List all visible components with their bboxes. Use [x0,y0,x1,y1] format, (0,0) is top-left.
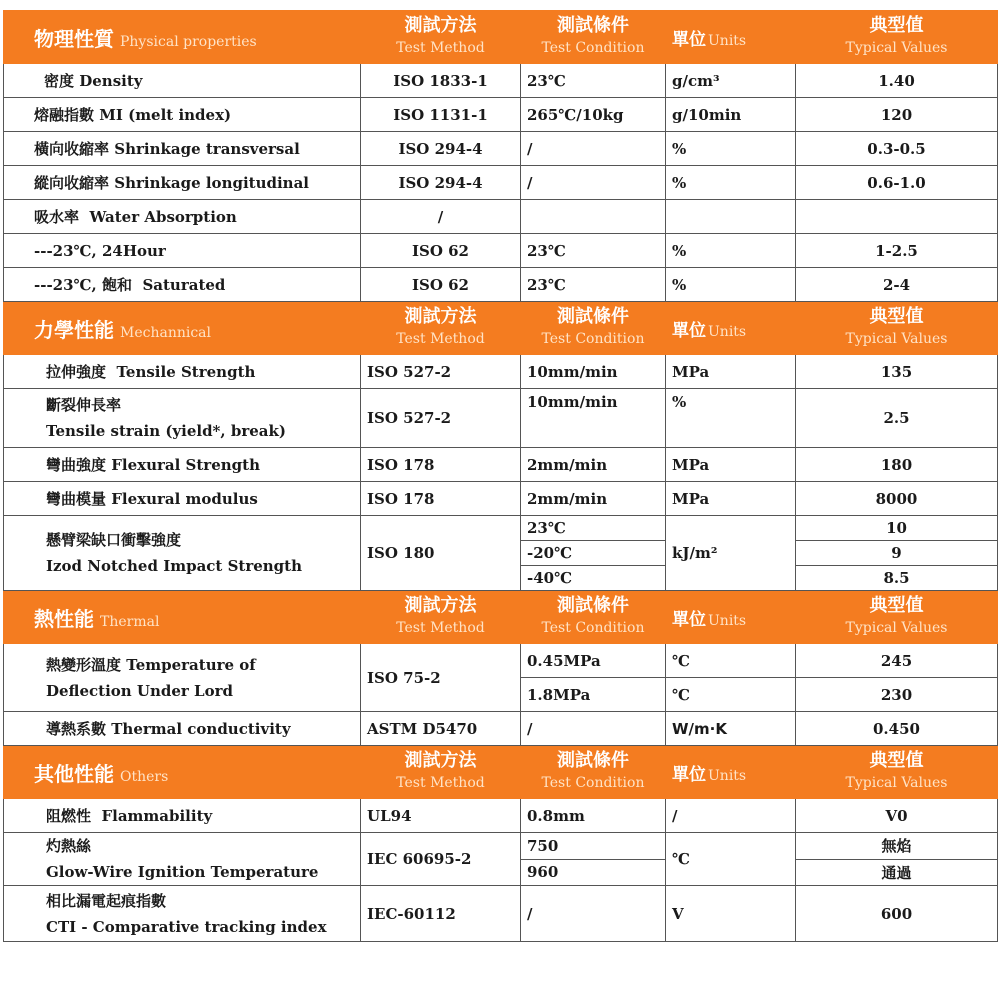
condition-cell: -20℃ [521,541,666,566]
section-title: 其他性能 Others [4,746,361,799]
table-row [4,132,998,166]
property-cell: 彎曲模量 Flexural modulus [4,482,361,516]
value-cell: 230 [796,678,998,712]
property-cell: 斷裂伸長率 Tensile strain (yield*, break) [4,389,361,448]
table-row [4,355,998,389]
condition-cell: 0.8mm [521,799,666,833]
unit-cell: MPa [666,355,796,389]
condition-cell: / [521,712,666,746]
unit-cell: MPa [666,448,796,482]
value-cell [796,200,998,234]
table-row [4,200,998,234]
table-row [4,98,998,132]
value-cell: 1.40 [796,64,998,98]
section-header-others [4,746,998,799]
section-header-mechanical [4,302,998,355]
property-cell: 吸水率 Water Absorption [4,200,361,234]
value-cell: 8000 [796,482,998,516]
property-cell: 彎曲強度 Flexural Strength [4,448,361,482]
value-cell: 2.5 [796,389,998,448]
table-row [4,64,998,98]
value-cell: 8.5 [796,566,998,591]
table-row [4,516,998,541]
condition-cell: 23℃ [521,516,666,541]
column-header-value: 典型值 Typical Values [796,302,998,355]
column-header-condition: 測試條件 Test Condition [521,11,666,64]
section-title: 力學性能 Mechannical [4,302,361,355]
properties-table [3,10,997,942]
unit-cell [666,200,796,234]
column-header-unit: 單位 Units [666,591,796,644]
method-cell: ISO 62 [361,234,521,268]
table-row [4,166,998,200]
property-cell: 縱向收縮率 Shrinkage longitudinal [4,166,361,200]
method-cell: ISO 527-2 [361,355,521,389]
value-cell: 無焰 [796,833,998,860]
condition-cell: 23℃ [521,64,666,98]
property-cell: 密度 Density [4,64,361,98]
condition-cell: 960 [521,859,666,886]
column-header-unit: 單位 Units [666,302,796,355]
property-cell: 懸臂梁缺口衝擊強度 Izod Notched Impact Strength [4,516,361,591]
condition-cell: / [521,166,666,200]
value-cell: 通過 [796,859,998,886]
value-cell: 245 [796,644,998,678]
condition-cell: 0.45MPa [521,644,666,678]
table-row [4,448,998,482]
condition-cell: 750 [521,833,666,860]
property-cell: 拉伸強度 Tensile Strength [4,355,361,389]
value-cell: 135 [796,355,998,389]
method-cell: ISO 1833-1 [361,64,521,98]
table-row [4,389,998,448]
unit-cell: ℃ [666,833,796,886]
value-cell: 0.450 [796,712,998,746]
unit-cell: ℃ [666,644,796,678]
unit-cell: % [666,132,796,166]
property-cell: 阻燃性 Flammability [4,799,361,833]
unit-cell: kJ/m² [666,516,796,591]
method-cell: ISO 1131-1 [361,98,521,132]
condition-cell: 23℃ [521,268,666,302]
value-cell: 10 [796,516,998,541]
unit-cell: / [666,799,796,833]
method-cell: ISO 527-2 [361,389,521,448]
column-header-value: 典型值 Typical Values [796,11,998,64]
method-cell: / [361,200,521,234]
section-header-thermal [4,591,998,644]
unit-cell: % [666,166,796,200]
condition-cell: 2mm/min [521,448,666,482]
table-row [4,886,998,942]
column-header-condition: 測試條件 Test Condition [521,591,666,644]
property-cell: 灼熱絲 Glow-Wire Ignition Temperature [4,833,361,886]
condition-cell: 2mm/min [521,482,666,516]
column-header-condition: 測試條件 Test Condition [521,746,666,799]
table-row [4,833,998,860]
value-cell: 0.6-1.0 [796,166,998,200]
condition-cell: 10mm/min [521,389,666,448]
column-header-method: 測試方法 Test Method [361,591,521,644]
property-cell: 熱變形溫度 Temperature of Deflection Under Lord [4,644,361,712]
table-row [4,268,998,302]
value-cell: 120 [796,98,998,132]
column-header-unit: 單位 Units [666,746,796,799]
unit-cell: % [666,389,796,448]
unit-cell: g/10min [666,98,796,132]
method-cell: ISO 294-4 [361,132,521,166]
section-title: 熱性能 Thermal [4,591,361,644]
condition-cell: / [521,886,666,942]
property-cell: 橫向收縮率 Shrinkage transversal [4,132,361,166]
value-cell: 180 [796,448,998,482]
unit-cell: g/cm³ [666,64,796,98]
table-row [4,644,998,678]
column-header-value: 典型值 Typical Values [796,591,998,644]
value-cell: 9 [796,541,998,566]
property-cell: 導熱系數 Thermal conductivity [4,712,361,746]
method-cell: ISO 75-2 [361,644,521,712]
section-header-physical [4,11,998,64]
value-cell: 600 [796,886,998,942]
unit-cell: % [666,268,796,302]
condition-cell: 23℃ [521,234,666,268]
condition-cell: 10mm/min [521,355,666,389]
section-title: 物理性質 Physical properties [4,11,361,64]
column-header-unit: 單位 Units [666,11,796,64]
column-header-value: 典型值 Typical Values [796,746,998,799]
condition-cell: -40℃ [521,566,666,591]
data-sheet [3,10,998,942]
table-row [4,482,998,516]
method-cell: ISO 178 [361,482,521,516]
condition-cell: / [521,132,666,166]
method-cell: ISO 180 [361,516,521,591]
condition-cell: 1.8MPa [521,678,666,712]
property-cell: ---23℃, 24Hour [4,234,361,268]
property-cell: 熔融指數 MI (melt index) [4,98,361,132]
method-cell: ISO 294-4 [361,166,521,200]
value-cell: V0 [796,799,998,833]
condition-cell [521,200,666,234]
unit-cell: % [666,234,796,268]
method-cell: UL94 [361,799,521,833]
unit-cell: ℃ [666,678,796,712]
property-cell: ---23℃, 飽和 Saturated [4,268,361,302]
method-cell: ASTM D5470 [361,712,521,746]
column-header-method: 測試方法 Test Method [361,746,521,799]
property-cell: 相比漏電起痕指數 CTI - Comparative tracking index [4,886,361,942]
method-cell: IEC 60695-2 [361,833,521,886]
method-cell: ISO 178 [361,448,521,482]
column-header-method: 測試方法 Test Method [361,302,521,355]
unit-cell: MPa [666,482,796,516]
unit-cell: V [666,886,796,942]
unit-cell: W/m·K [666,712,796,746]
column-header-condition: 測試條件 Test Condition [521,302,666,355]
value-cell: 1-2.5 [796,234,998,268]
table-row [4,799,998,833]
value-cell: 0.3-0.5 [796,132,998,166]
value-cell: 2-4 [796,268,998,302]
table-row [4,712,998,746]
condition-cell: 265℃/10kg [521,98,666,132]
method-cell: ISO 62 [361,268,521,302]
column-header-method: 測試方法 Test Method [361,11,521,64]
method-cell: IEC-60112 [361,886,521,942]
table-row [4,234,998,268]
